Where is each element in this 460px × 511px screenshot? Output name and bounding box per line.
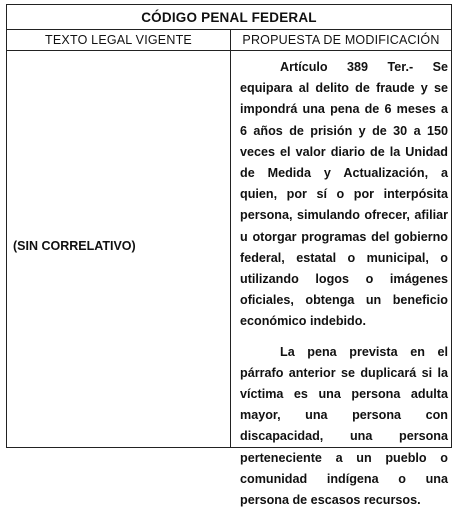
right-column-header xyxy=(231,30,451,50)
left-column-header xyxy=(7,30,231,50)
column-header-row xyxy=(7,30,451,51)
table-title-text: CÓDIGO PENAL FEDERAL xyxy=(141,9,317,25)
table-body-row xyxy=(7,51,451,508)
proposed-modification-cell xyxy=(231,51,451,508)
table-title xyxy=(7,5,451,30)
current-legal-text: (SIN CORRELATIVO) xyxy=(13,239,136,253)
right-column-header-text: PROPUESTA DE MODIFICACIÓN xyxy=(242,33,440,47)
left-column-header-text: TEXTO LEGAL VIGENTE xyxy=(45,33,192,47)
comparison-table xyxy=(6,4,452,508)
proposal-paragraph-1: Artículo 389 Ter.- Se equipara al delito de fraude y se impondrá una pena de 6 meses a 6 años de prisión y de 30 a 150 veces el valor diario de la Unidad de Medida y Actualización, a quien, por sí o por interpósita persona, simulando ofrecer, afiliar u otorgar programas del gobierno federal, estatal o municipal, o utilizando logos o imágenes oficiales, obtenga un beneficio económico indebido. xyxy=(240,60,448,329)
current-legal-text-cell xyxy=(7,51,231,447)
proposal-paragraph-2: La pena prevista en el párrafo anterior se duplicará si la víctima es una persona adulta mayor, una persona con discapacidad, una persona perteneciente a un pueblo o comunidad indígena o una persona de escasos recursos. xyxy=(240,344,448,508)
